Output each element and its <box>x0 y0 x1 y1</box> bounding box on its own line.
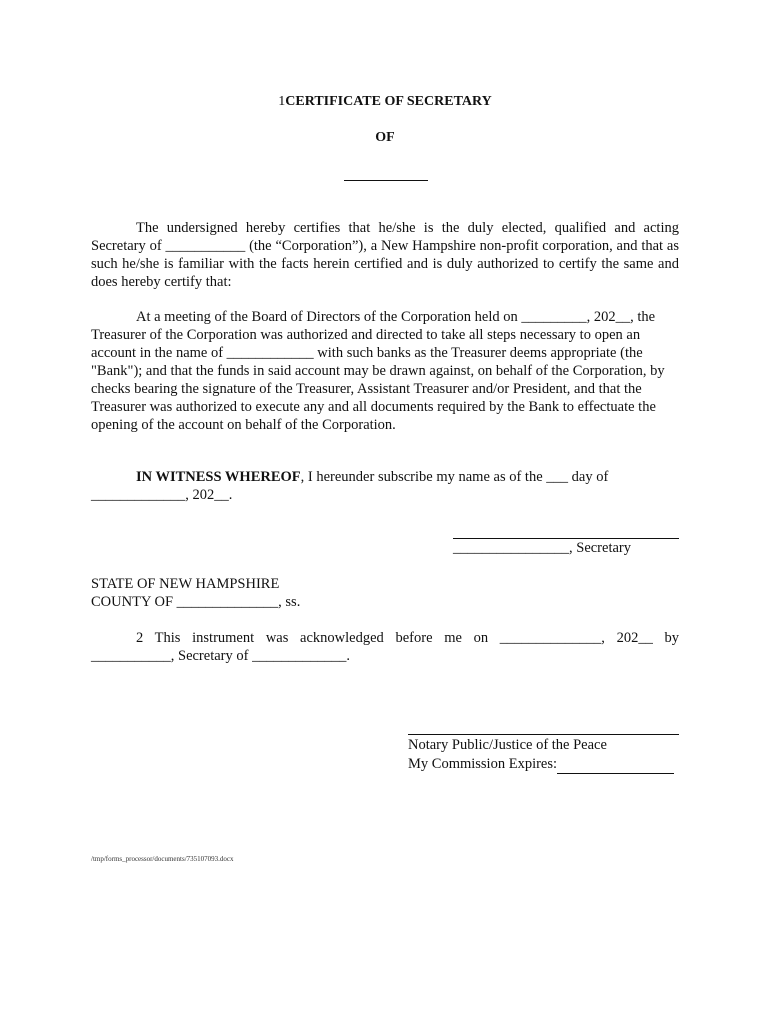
witness-heading: IN WITNESS WHEREOF <box>136 469 301 485</box>
acknowledgment-paragraph <box>91 629 679 665</box>
notary-signature-line <box>408 724 679 735</box>
notary-block <box>408 736 674 774</box>
commission-expires-blank <box>557 759 674 774</box>
title-footnote-number: 1 <box>278 94 286 109</box>
title-of: OF <box>375 130 395 145</box>
venue-block <box>91 575 300 611</box>
secretary-signature-line <box>453 528 679 539</box>
file-path-footer: /tmp/forms_processor/documents/735107093.docx <box>91 855 234 863</box>
title-text: CERTIFICATE OF SECRETARY <box>285 94 492 109</box>
notary-title: Notary Public/Justice of the Peace <box>408 737 607 753</box>
certification-paragraph <box>91 219 679 291</box>
corporation-name-blank <box>344 166 428 181</box>
acknowledgment-text: 2 This instrument was acknowledged before me on ______________, 202__ by ___________, Secretary of _____________. <box>91 630 679 664</box>
witness-paragraph <box>91 468 679 504</box>
commission-expires <box>408 755 674 774</box>
document-title <box>0 94 770 110</box>
secretary-signature-label: ________________, Secretary <box>453 540 631 556</box>
resolution-text: At a meeting of the Board of Directors of the Corporation held on _________, 202__, the Treasurer of the Corporation was authorized and directed to take all steps necessary to open an account in the name of ____________ with such banks as the Treasurer deems appropriate (the "Bank"); and that the funds in said account may be drawn against, on behalf of the Corporation, by checks bearing the signature of the Treasurer, Assistant Treasurer and/or President, and that the Treasurer was authorized to execute any and all documents required by the Bank to effectuate the opening of the account on behalf of the Corporation. <box>91 309 665 433</box>
witness-text: , I hereunder subscribe my name as of the ___ day of _____________, 202__. <box>91 469 609 503</box>
resolution-paragraph <box>91 308 679 434</box>
commission-expires-label: My Commission Expires: <box>408 756 558 772</box>
certification-text: The undersigned hereby certifies that he/she is the duly elected, qualified and acting Secretary of ___________ (the “Corporation”), a New Hampshire non-profit corporation, and that as such he/she is familiar with the facts herein certified and is duly authorized to certify the same and does hereby certify that: <box>91 220 679 290</box>
venue-county: COUNTY OF ______________, ss. <box>91 594 301 610</box>
venue-state: STATE OF NEW HAMPSHIRE <box>91 576 280 592</box>
